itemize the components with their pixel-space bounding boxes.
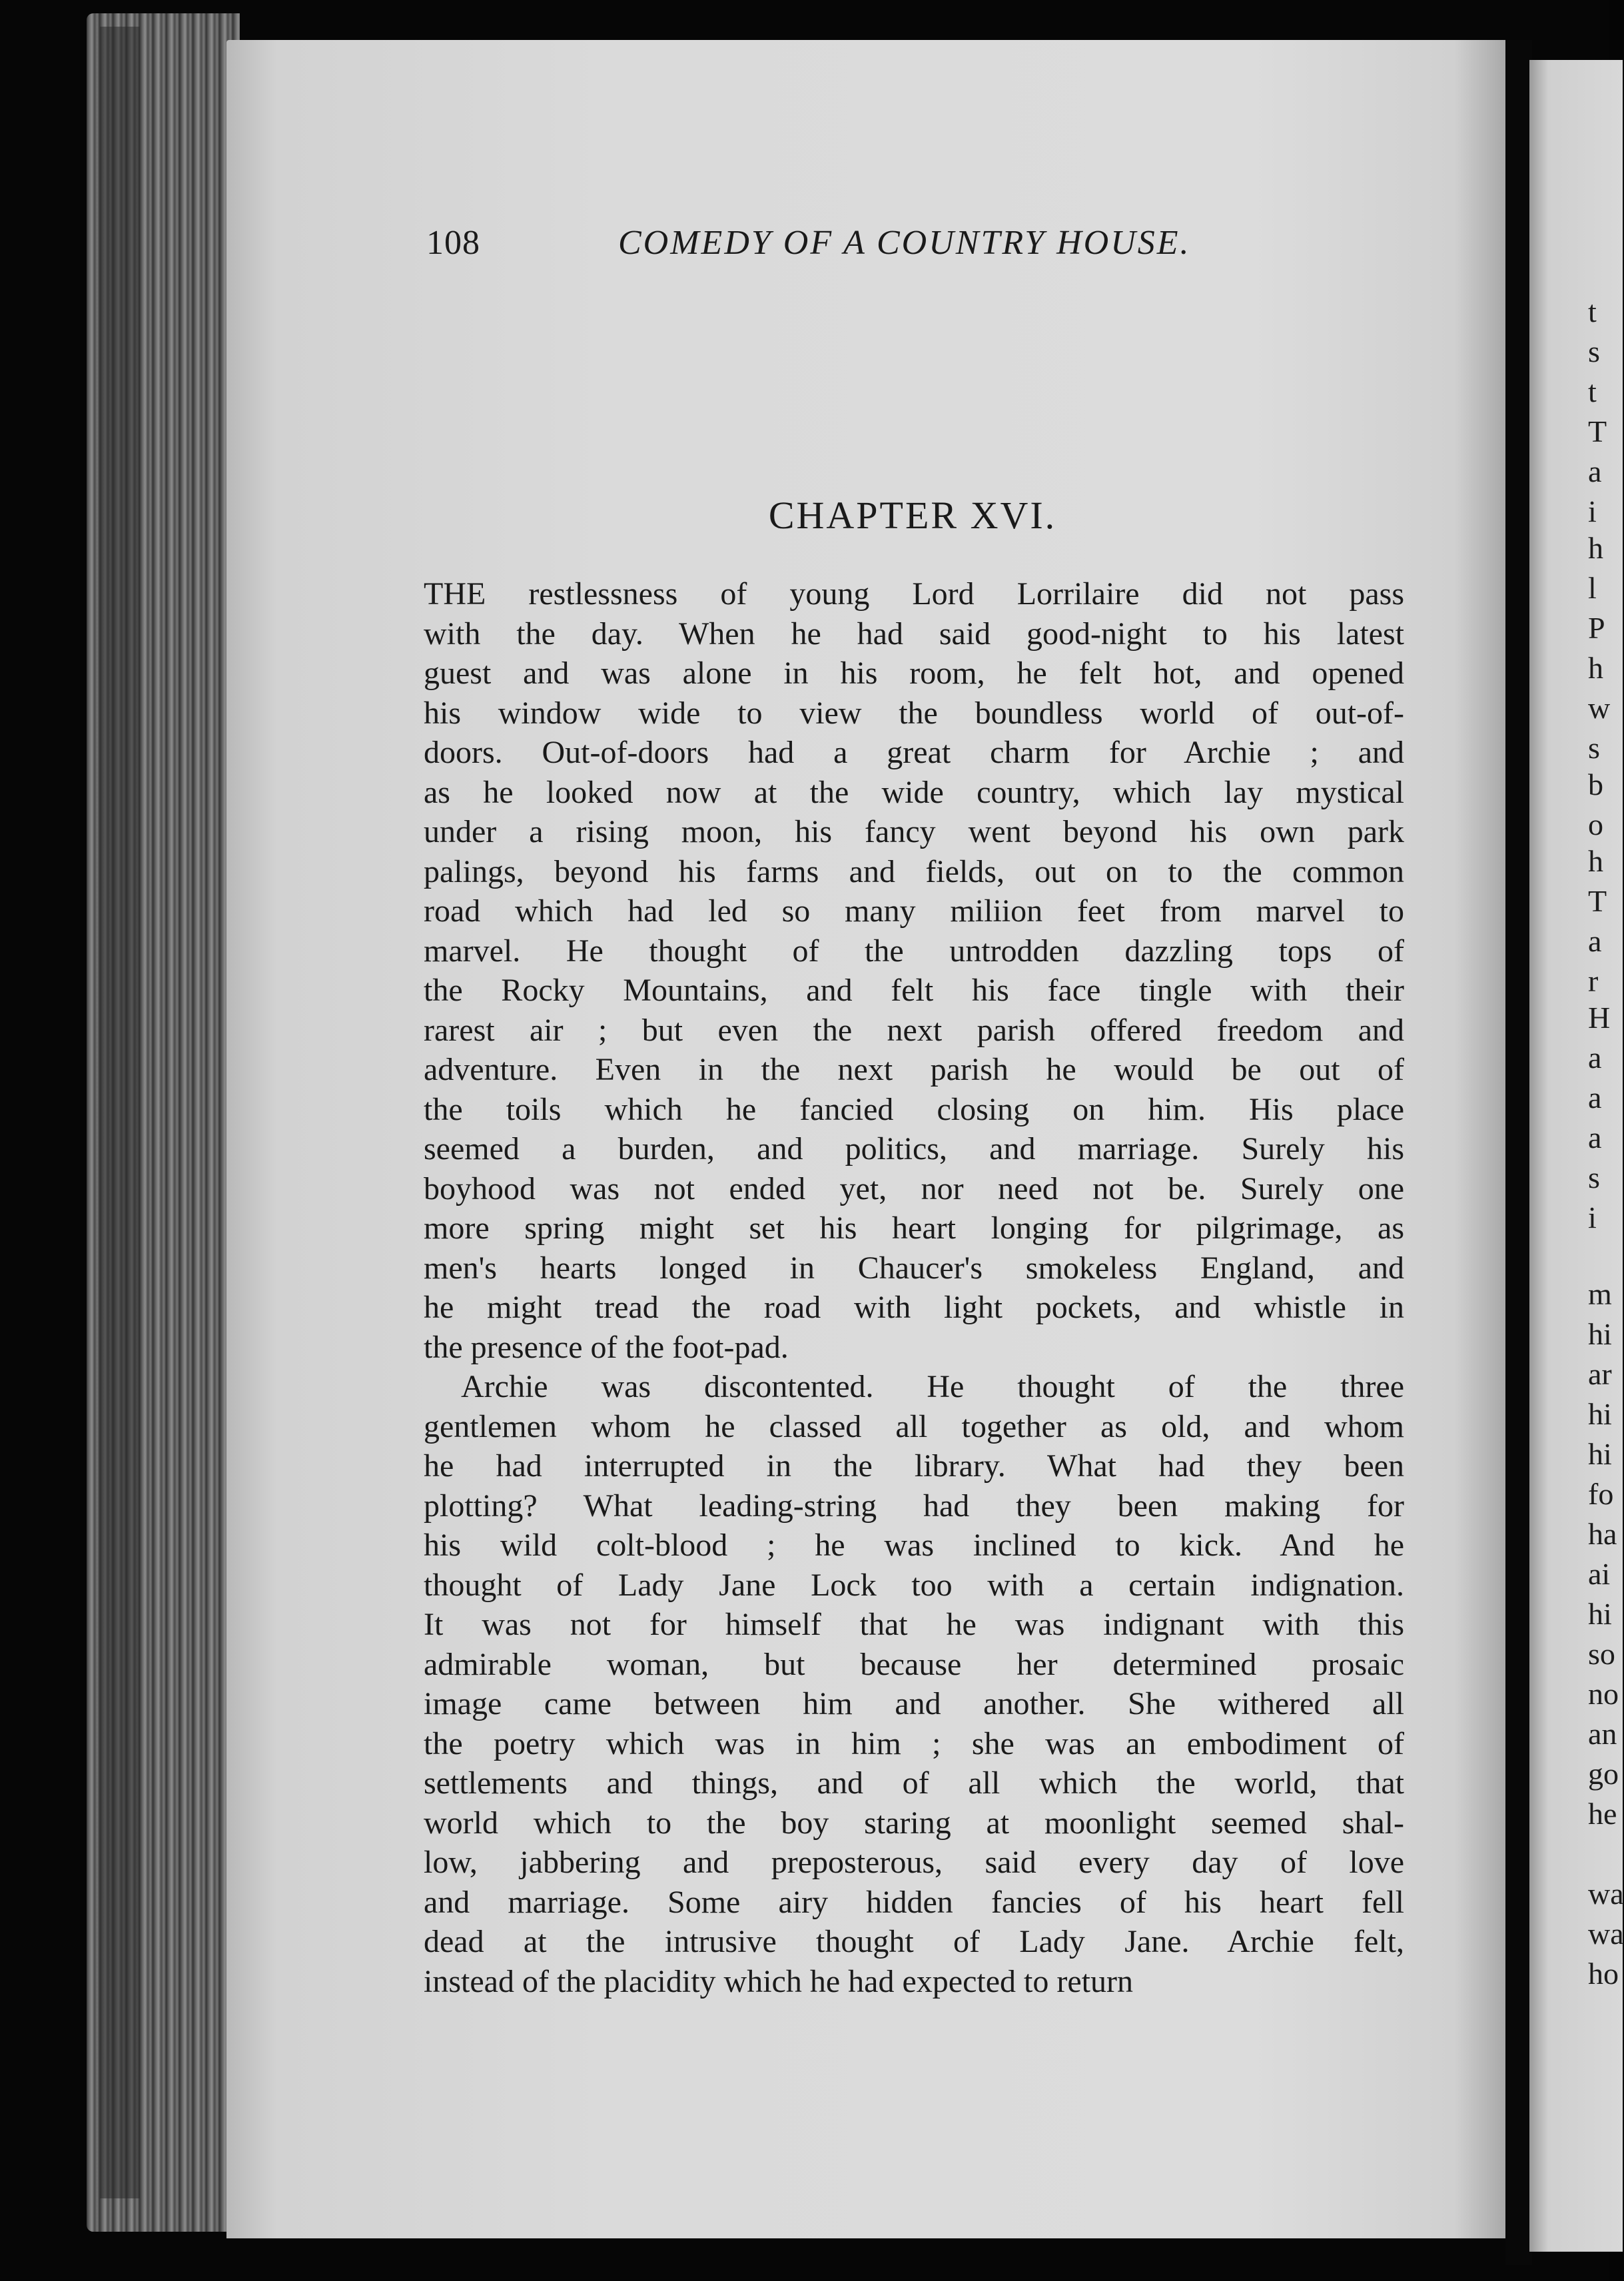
text-line: and marriage. Some airy hidden fancies of his heart fell	[424, 1884, 1404, 1920]
text-line: seemed a burden, and politics, and marriage. Surely his	[424, 1131, 1404, 1166]
chapter-heading: CHAPTER XVI.	[768, 494, 1057, 537]
text-line: as he looked now at the wide country, which lay mystical	[424, 774, 1404, 810]
adjacent-page-text: go	[1588, 1757, 1619, 1791]
running-header	[426, 223, 1465, 270]
text-line: image came between him and another. She withered all	[424, 1686, 1404, 1721]
text-line: doors. Out-of-doors had a great charm for Archie ; and	[424, 735, 1404, 770]
adjacent-page-text: he	[1588, 1797, 1617, 1831]
adjacent-page-text: hi	[1588, 1317, 1612, 1351]
adjacent-page-text: r	[1588, 964, 1599, 998]
text-line: dead at the intrusive thought of Lady Jane. Archie felt,	[424, 1924, 1404, 1959]
adjacent-page-text: P	[1588, 611, 1605, 645]
adjacent-page-text: so	[1588, 1637, 1615, 1671]
adjacent-page-text: a	[1588, 924, 1602, 958]
text-line: his wild colt-blood ; he was inclined to kick. And he	[424, 1528, 1404, 1563]
adjacent-page-text: an	[1588, 1717, 1617, 1751]
adjacent-page-text: hi	[1588, 1397, 1612, 1431]
page-edge-shadow	[100, 27, 140, 2198]
text-line: palings, beyond his farms and fields, out on to the common	[424, 853, 1404, 889]
adjacent-page-text: ai	[1588, 1557, 1611, 1591]
text-line: rarest air ; but even the next parish offered freedom and	[424, 1012, 1404, 1048]
page-number: 108	[426, 224, 480, 262]
adjacent-page-text: h	[1588, 531, 1603, 565]
text-line: men's hearts longed in Chaucer's smokeless England, and	[424, 1250, 1404, 1286]
adjacent-page-text: H	[1588, 1001, 1611, 1035]
text-line: plotting? What leading-string had they been making for	[424, 1488, 1404, 1524]
text-line: thought of Lady Jane Lock too with a certain indignation.	[424, 1567, 1404, 1603]
adjacent-page-text: o	[1588, 807, 1603, 841]
adjacent-page-text: a	[1588, 1121, 1602, 1154]
text-line: THE restlessness of young Lord Lorrilaire did not pass	[424, 576, 1404, 612]
text-line: world which to the boy staring at moonlight seemed shal-	[424, 1805, 1404, 1841]
adjacent-page-text: hi	[1588, 1437, 1612, 1471]
text-line: he might tread the road with light pockets, and whistle in	[424, 1290, 1404, 1325]
adjacent-page-text: t	[1588, 374, 1597, 408]
text-line: more spring might set his heart longing for pilgrimage, as	[424, 1210, 1404, 1246]
text-line: instead of the placidity which he had expected to return	[424, 1963, 1133, 1999]
chapter-body-text	[424, 574, 1404, 2001]
text-line: settlements and things, and of all which the world, that	[424, 1765, 1404, 1801]
text-line: under a rising moon, his fancy went beyond his own park	[424, 814, 1404, 849]
adjacent-page-text: l	[1588, 571, 1597, 605]
adjacent-page-fragment	[1529, 60, 1623, 2252]
adjacent-page-text: s	[1588, 731, 1600, 765]
text-line: gentlemen whom he classed all together as old, and whom	[424, 1408, 1404, 1444]
book-gutter	[1505, 40, 1532, 2265]
adjacent-page-text: h	[1588, 844, 1603, 878]
adjacent-page-text: wa	[1588, 1917, 1624, 1951]
adjacent-page-text: ar	[1588, 1357, 1612, 1391]
text-line: his window wide to view the boundless world of out-of-	[424, 695, 1404, 731]
adjacent-page-text: i	[1588, 494, 1597, 528]
adjacent-page-text: m	[1588, 1277, 1612, 1311]
adjacent-page-text: a	[1588, 1081, 1602, 1115]
text-line: with the day. When he had said good-night to his latest	[424, 616, 1404, 652]
adjacent-page-text: b	[1588, 767, 1603, 801]
adjacent-page-text: s	[1588, 334, 1600, 368]
adjacent-page-text: a	[1588, 1041, 1602, 1075]
text-line: the Rocky Mountains, and felt his face tingle with their	[424, 973, 1404, 1008]
text-line: admirable woman, but because her determined prosaic	[424, 1646, 1404, 1682]
adjacent-page-text: T	[1588, 884, 1607, 918]
text-line: Archie was discontented. He thought of the three	[461, 1369, 1404, 1404]
adjacent-page-text: fo	[1588, 1477, 1614, 1511]
text-line: the toils which he fancied closing on him. His place	[424, 1091, 1404, 1127]
book-title: COMEDY OF A COUNTRY HOUSE.	[618, 224, 1191, 262]
text-line: It was not for himself that he was indignant with this	[424, 1607, 1404, 1642]
adjacent-page-text: h	[1588, 651, 1603, 685]
text-line: low, jabbering and preposterous, said every day of love	[424, 1845, 1404, 1880]
adjacent-page-text: t	[1588, 294, 1597, 328]
adjacent-page-text: hi	[1588, 1597, 1612, 1631]
text-line: marvel. He thought of the untrodden dazzling tops of	[424, 933, 1404, 969]
text-line: boyhood was not ended yet, nor need not be. Surely one	[424, 1170, 1404, 1206]
adjacent-page-text: w	[1588, 691, 1611, 725]
adjacent-page-text: no	[1588, 1677, 1619, 1711]
adjacent-page-text: ha	[1588, 1517, 1617, 1551]
adjacent-page-text: i	[1588, 1200, 1597, 1234]
text-line: adventure. Even in the next parish he would be out of	[424, 1052, 1404, 1087]
text-line: the poetry which was in him ; she was an embodiment of	[424, 1725, 1404, 1761]
text-line: guest and was alone in his room, he felt hot, and opened	[424, 656, 1404, 691]
adjacent-page-text: ho	[1588, 1957, 1619, 1991]
adjacent-page-text: s	[1588, 1160, 1600, 1194]
text-line: the presence of the foot-pad.	[424, 1329, 789, 1365]
text-line: he had interrupted in the library. What had they been	[424, 1448, 1404, 1484]
adjacent-page-text: a	[1588, 454, 1602, 488]
adjacent-page-text: wa	[1588, 1877, 1624, 1911]
adjacent-page-text: T	[1588, 414, 1607, 448]
text-line: road which had led so many miliion feet from marvel to	[424, 893, 1404, 929]
